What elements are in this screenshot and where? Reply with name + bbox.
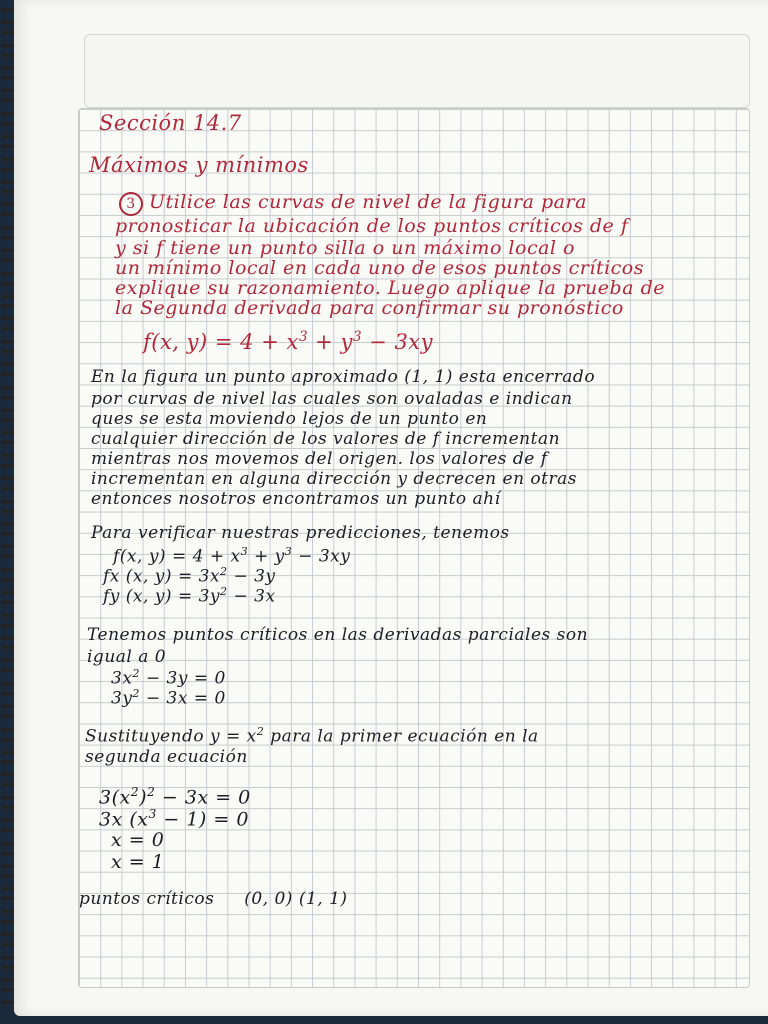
equation-1: $3x^2 - 3y = 0$ — [111, 667, 226, 689]
critical-points-values: (0, 0) (1, 1) — [244, 889, 348, 909]
problem-number: 3 — [119, 192, 143, 216]
topic-title: Máximos y mínimos — [89, 153, 309, 177]
function-definition: f(x, $y) = 4 + x^3 + y^3 - 3xy$ — [143, 329, 434, 354]
problem-line-5: explique su razonamiento. Luego aplique la prueba de — [115, 277, 665, 299]
answer-line-3: ques se esta moviendo lejos de un punto en — [91, 409, 488, 429]
critical-points-row — [79, 889, 348, 909]
problem-line-4: un mínimo local en cada uno de esos puntos críticos — [115, 257, 644, 279]
verify-f: f(x, $y) = 4 + x^3 + y^3 - 3xy$ — [113, 545, 351, 567]
verify-fy: fy (x, $y) = 3y^2 - 3x$ — [103, 585, 276, 607]
problem-line-2: pronosticar la ubicación de los puntos críticos de f — [115, 215, 629, 237]
problem-line-6: la Segunda derivada para confirmar su pronóstico — [115, 297, 624, 319]
problem-line-3: y si f tiene un punto silla o un máximo local o — [115, 237, 575, 259]
equation-2: $3y^2 - 3x = 0$ — [111, 687, 226, 709]
verify-intro: Para verificar nuestras predicciones, tenemos — [91, 523, 510, 543]
answer-line-2: por curvas de nivel las cuales son ovaladas e indican — [91, 389, 573, 409]
solution-step-1: $3(x^2)^2 - 3x = 0$ — [99, 785, 251, 809]
substitution-line-1: Sustituyendo $y = x^2$ para la primer ecuación en la — [85, 725, 539, 747]
header-box — [84, 34, 750, 108]
answer-line-5: mientras nos movemos del origen. los valores de f — [91, 449, 548, 469]
solution-step-2: 3x $(x^3 - 1) = 0$ — [99, 807, 249, 831]
problem-line-1: 3 Utilice las curvas de nivel de la figura para — [119, 191, 587, 216]
critical-points-label: puntos críticos — [79, 889, 215, 909]
answer-line-1: En la figura un punto aproximado (1, 1) esta encerrado — [91, 367, 596, 387]
grid-area — [78, 108, 750, 988]
verify-fx: fx (x, $y) = 3x^2 - 3y$ — [103, 565, 276, 587]
critical-intro-1: Tenemos puntos críticos en las derivadas parciales son — [87, 625, 589, 645]
answer-line-4: cualquier dirección de los valores de f incrementan — [91, 429, 561, 449]
solution-step-4: x = 1 — [111, 851, 165, 873]
substitution-line-2: segunda ecuación — [85, 747, 248, 767]
answer-line-6: incrementan en alguna dirección y decrecen en otras — [91, 469, 577, 489]
section-title: Sección 14.7 — [99, 111, 242, 135]
answer-line-7: entonces nosotros encontramos un punto ahí — [91, 489, 501, 509]
critical-intro-2: igual a 0 — [87, 647, 167, 667]
solution-step-3: x = 0 — [111, 829, 165, 851]
